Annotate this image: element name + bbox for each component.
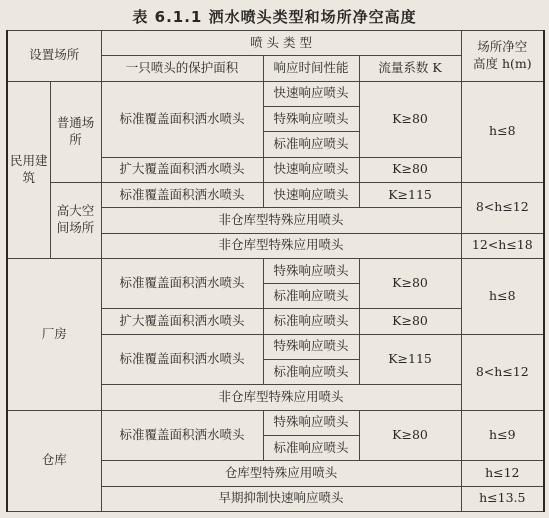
civil-tall-special: 非仓库型特殊应用喷头 <box>101 208 461 233</box>
factory-std-resp-0: 特殊响应喷头 <box>263 258 359 283</box>
sprinkler-type-table <box>6 30 545 512</box>
civil-normal-std-resp-0: 快速响应喷头 <box>263 81 359 106</box>
table-caption: 表 6.1.1 洒水喷头类型和场所净空高度 <box>132 8 417 26</box>
header-clear-height-line1: 场所净空 <box>477 38 528 54</box>
civil-normal-ext-k: K≥80 <box>359 157 461 182</box>
factory-std-resp-1: 标准响应喷头 <box>263 284 359 309</box>
factory-std2-resp-0: 特殊响应喷头 <box>263 334 359 359</box>
factory-std2-area: 标准覆盖面积洒水喷头 <box>101 334 263 385</box>
warehouse-std-area: 标准覆盖面积洒水喷头 <box>101 410 263 461</box>
civil-tall-std-area: 标准覆盖面积洒水喷头 <box>101 182 263 207</box>
header-response: 响应时间性能 <box>263 56 359 81</box>
warehouse-label: 仓库 <box>7 410 101 511</box>
factory-std-k: K≥80 <box>359 258 461 309</box>
warehouse-std-resp-0: 特殊响应喷头 <box>263 410 359 435</box>
table-row <box>7 410 544 435</box>
civil-tall-label: 高大空间场所 <box>50 182 101 258</box>
factory-height2: 8<h≤12 <box>461 334 544 410</box>
civil-tall-height1: 8<h≤12 <box>461 182 544 233</box>
civil-tall-height2: 12<h≤18 <box>461 233 544 258</box>
header-nozzle-type: 喷 头 类 型 <box>101 31 461 56</box>
table-row <box>7 182 544 207</box>
header-row <box>7 31 544 56</box>
civil-label: 民用建筑 <box>7 81 50 258</box>
civil-tall-special2: 非仓库型特殊应用喷头 <box>101 233 461 258</box>
warehouse-special: 仓库型特殊应用喷头 <box>101 461 461 486</box>
factory-std-area: 标准覆盖面积洒水喷头 <box>101 258 263 309</box>
factory-std2-resp-1: 标准响应喷头 <box>263 360 359 385</box>
civil-normal-height: h≤8 <box>461 81 544 182</box>
civil-tall-std-resp: 快速响应喷头 <box>263 182 359 207</box>
civil-normal-std-k: K≥80 <box>359 81 461 157</box>
header-site: 设置场所 <box>7 31 101 82</box>
factory-std2-k: K≥115 <box>359 334 461 385</box>
table-row <box>7 81 544 106</box>
header-protect-area: 一只喷头的保护面积 <box>101 56 263 81</box>
civil-normal-label: 普通场所 <box>50 81 101 182</box>
warehouse-height1: h≤9 <box>461 410 544 461</box>
header-flow-coef: 流量系数 K <box>359 56 461 81</box>
warehouse-height2: h≤12 <box>461 461 544 486</box>
warehouse-std-resp-1: 标准响应喷头 <box>263 436 359 461</box>
warehouse-height3: h≤13.5 <box>461 486 544 511</box>
civil-normal-ext-resp: 快速响应喷头 <box>263 157 359 182</box>
factory-ext-resp: 标准响应喷头 <box>263 309 359 334</box>
civil-normal-std-resp-1: 特殊响应喷头 <box>263 106 359 131</box>
factory-height1: h≤8 <box>461 258 544 334</box>
factory-label: 厂房 <box>7 258 101 410</box>
header-clear-height-line2: 高度 h(m) <box>472 55 532 71</box>
civil-normal-std-area: 标准覆盖面积洒水喷头 <box>101 81 263 157</box>
civil-tall-std-k: K≥115 <box>359 182 461 207</box>
warehouse-std-k: K≥80 <box>359 410 461 461</box>
factory-ext-area: 扩大覆盖面积洒水喷头 <box>101 309 263 334</box>
table-row <box>7 258 544 283</box>
civil-normal-ext-area: 扩大覆盖面积洒水喷头 <box>101 157 263 182</box>
civil-normal-std-resp-2: 标准响应喷头 <box>263 132 359 157</box>
factory-ext-k: K≥80 <box>359 309 461 334</box>
warehouse-esfr: 早期抑制快速响应喷头 <box>101 486 461 511</box>
header-clear-height <box>461 31 544 82</box>
factory-special: 非仓库型特殊应用喷头 <box>101 385 461 410</box>
